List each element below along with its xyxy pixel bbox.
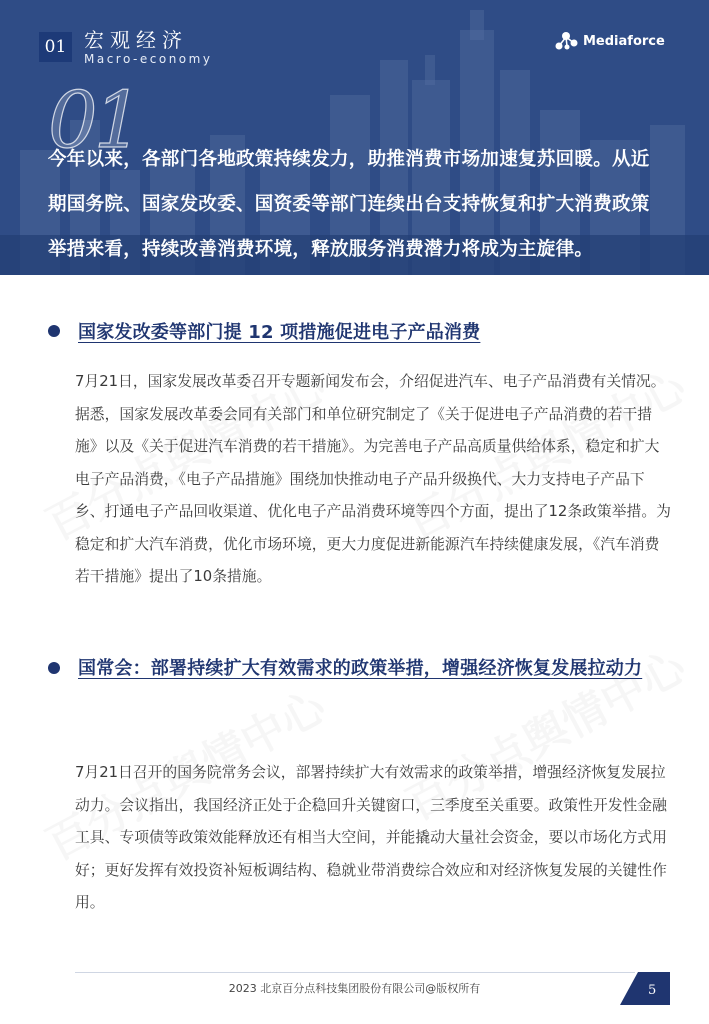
page-number-tab	[620, 972, 670, 1005]
section-number-badge: 01	[39, 32, 72, 62]
footer-divider	[75, 972, 635, 973]
footer-copyright: 2023 北京百分点科技集团股份有限公司@版权所有	[228, 982, 481, 995]
molecule-icon	[554, 30, 580, 52]
big-section-number: 01	[48, 76, 140, 166]
header-banner	[0, 0, 709, 275]
section-title: 宏观经济	[84, 28, 188, 52]
section-subtitle: Macro-economy	[84, 52, 213, 66]
page-number: 5	[648, 983, 657, 998]
logo-text: Mediaforce	[583, 33, 665, 49]
section-body: 7月21日召开的国务院常务会议，部署持续扩大有效需求的政策举措，增强经济恢复发展拉动力。会议指出，我国经济正处于企稳回升关键窗口，三季度至关重要。政策性开发性金融工具、专项债等政策效能释放还有相当大空间，并能撬动大量社会资金，要以市场化方式用好；更好发挥有效投资补短板调结构、稳就业带消费综合效应和对经济恢复发展的关键性作用。	[75, 764, 667, 911]
mediaforce-logo	[554, 30, 665, 52]
bullet-dot	[48, 325, 60, 337]
section-body: 7月21日，国家发展改革委召开专题新闻发布会，介绍促进汽车、电子产品消费有关情况。据悉，国家发展改革委会同有关部门和单位研究制定了《关于促进电子产品消费的若干措施》以及《关于促进汽车消费的若干措施》。为完善电子产品高质量供给体系，稳定和扩大电子产品消费，《电子产品措施》围绕加快推动电子产品升级换代、大力支持电子产品下乡、打通电子产品回收渠道、优化电子产品消费环境等四个方面，提出了12条政策举措。为稳定和扩大汽车消费，优化市场环境，更大力度促进新能源汽车持续健康发展，《汽车消费若干措施》提出了10条措施。	[75, 373, 671, 585]
section-heading: 国常会：部署持续扩大有效需求的政策举措，增强经济恢复发展拉动力	[78, 658, 643, 679]
intro-paragraph: 今年以来，各部门各地政策持续发力，助推消费市场加速复苏回暖。从近期国务院、国家发改委、国资委等部门连续出台支持恢复和扩大消费政策举措来看，持续改善消费环境，释放服务消费潜力将成为主旋律。	[48, 149, 650, 260]
section-heading: 国家发改委等部门提 12 项措施促进电子产品消费	[78, 322, 481, 343]
bullet-dot	[48, 662, 60, 674]
